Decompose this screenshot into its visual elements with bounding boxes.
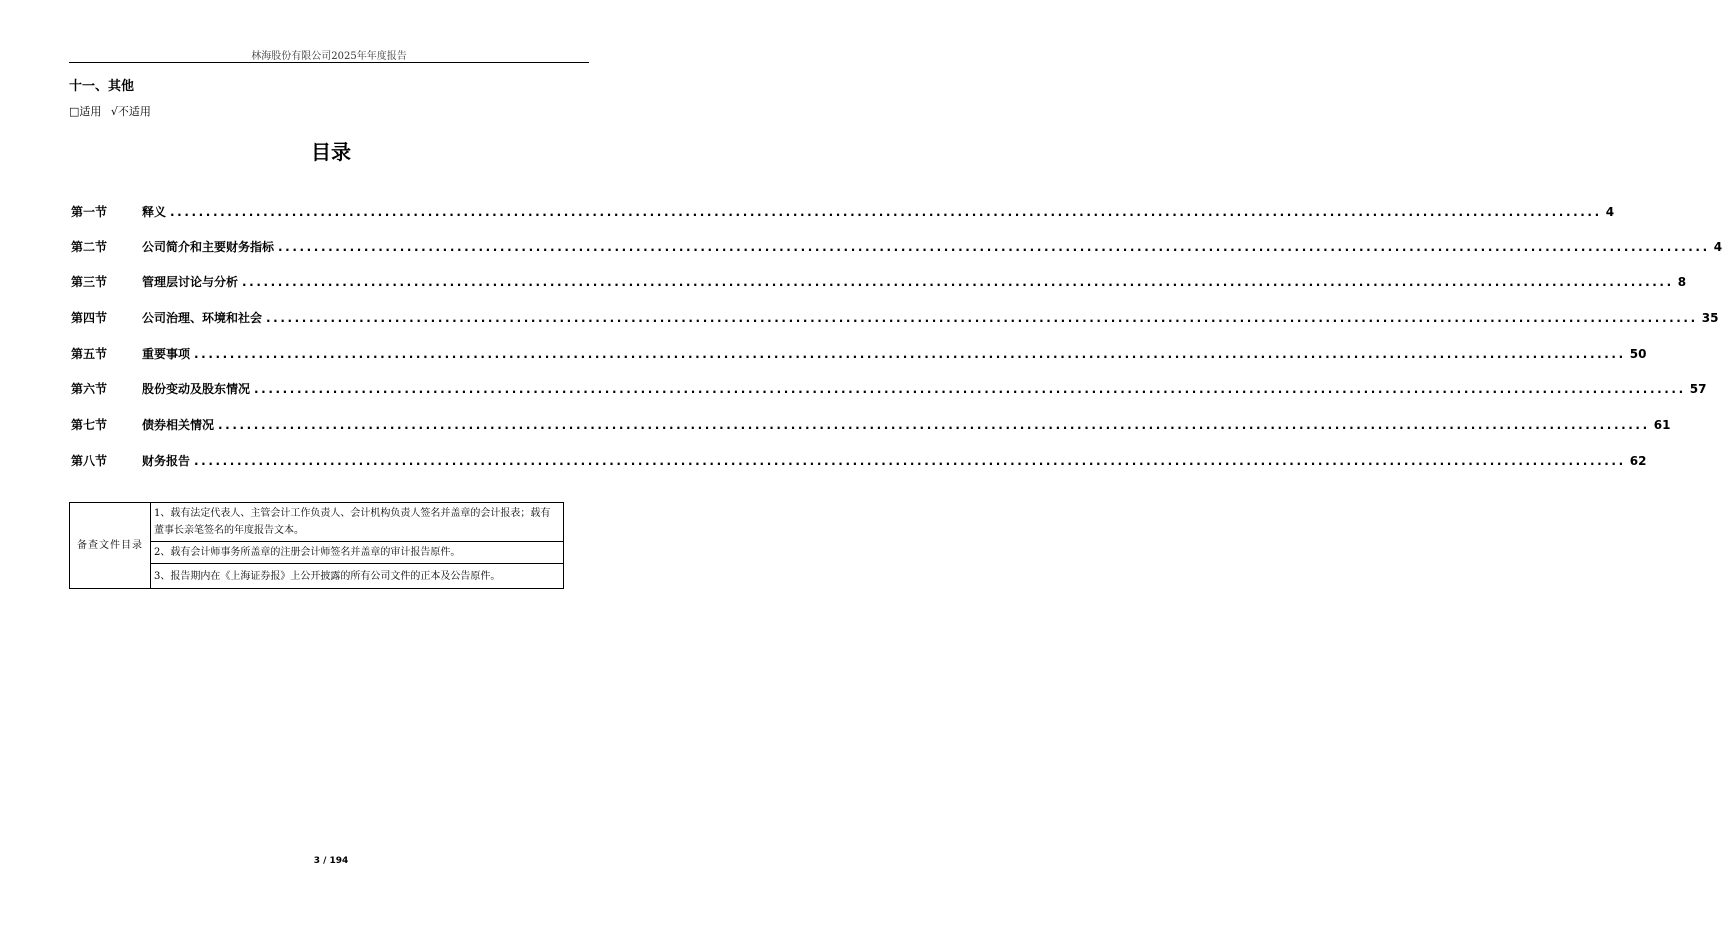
reference-document-item: 3、报告期内在《上海证券报》上公开披露的所有公司文件的正本及公告原件。 [151, 564, 564, 589]
toc-leader-dots: ........................................................................................................................................................................................................ [218, 418, 1650, 432]
reference-documents-table [69, 502, 564, 589]
toc-entry[interactable] [71, 309, 1719, 325]
toc-title: 目录 [311, 140, 351, 164]
page-header: 林海股份有限公司2025年年度报告 [251, 51, 407, 62]
toc-entry[interactable] [71, 380, 1707, 396]
toc-page-number: 4 [1713, 240, 1722, 254]
toc-section-number: 第三节 [71, 275, 108, 289]
toc-section-number: 第五节 [71, 347, 108, 361]
toc-page-number: 35 [1701, 311, 1719, 325]
toc-section-number: 第二节 [71, 240, 108, 254]
toc-section-name: 管理层讨论与分析 [142, 275, 239, 289]
toc-section-number: 第一节 [71, 205, 108, 219]
toc-section-name: 公司治理、环境和社会 [142, 311, 263, 325]
toc-entry[interactable] [71, 416, 1671, 432]
toc-section-name: 财务报告 [142, 454, 191, 468]
toc-section-number: 第六节 [71, 382, 108, 396]
toc-leader-dots: ........................................................................................................................................................................................................ [194, 347, 1626, 361]
toc-page-number: 8 [1677, 275, 1687, 289]
table-row [70, 503, 564, 542]
reference-documents-label: 备查文件目录 [70, 503, 151, 589]
applicability-options [69, 103, 157, 119]
toc-leader-dots: ........................................................................................................................................................................................................ [170, 205, 1602, 219]
toc-leader-dots: ........................................................................................................................................................................................................ [242, 275, 1674, 289]
toc-leader-dots: ........................................................................................................................................................................................................ [266, 311, 1698, 325]
toc-page-number: 62 [1629, 454, 1647, 468]
toc-leader-dots: ........................................................................................................................................................................................................ [278, 240, 1710, 254]
toc-leader-dots: ........................................................................................................................................................................................................ [194, 454, 1626, 468]
toc-page-number: 50 [1629, 347, 1647, 361]
toc-entry[interactable] [71, 452, 1647, 468]
toc-entry[interactable] [71, 238, 1722, 254]
toc-section-name: 股份变动及股东情况 [142, 382, 251, 396]
option-not-applicable: √不适用 [110, 105, 151, 118]
toc-section-number: 第四节 [71, 311, 108, 325]
option-applicable: □适用 [69, 105, 102, 118]
toc-leader-dots: ........................................................................................................................................................................................................ [254, 382, 1686, 396]
toc-section-number: 第八节 [71, 454, 108, 468]
toc-page-number: 57 [1689, 382, 1707, 396]
toc-section-name: 公司简介和主要财务指标 [142, 240, 275, 254]
toc-section-number: 第七节 [71, 418, 108, 432]
toc-section-name: 释义 [142, 205, 167, 219]
toc-section-name: 债券相关情况 [142, 418, 215, 432]
reference-document-item: 2、载有会计师事务所盖章的注册会计师签名并盖章的审计报告原件。 [151, 542, 564, 564]
toc-page-number: 61 [1653, 418, 1671, 432]
page-number: 3 / 194 [313, 856, 349, 866]
toc-entry[interactable] [71, 273, 1687, 289]
reference-document-item: 1、载有法定代表人、主管会计工作负责人、会计机构负责人签名并盖章的会计报表；载有董事长亲笔签名的年度报告文本。 [151, 503, 564, 542]
toc-section-name: 重要事项 [142, 347, 191, 361]
toc-page-number: 4 [1605, 205, 1615, 219]
section-title: 十一、其他 [69, 79, 135, 94]
toc-entry[interactable] [71, 345, 1647, 361]
header-divider [69, 62, 589, 63]
toc-entry[interactable] [71, 203, 1615, 219]
